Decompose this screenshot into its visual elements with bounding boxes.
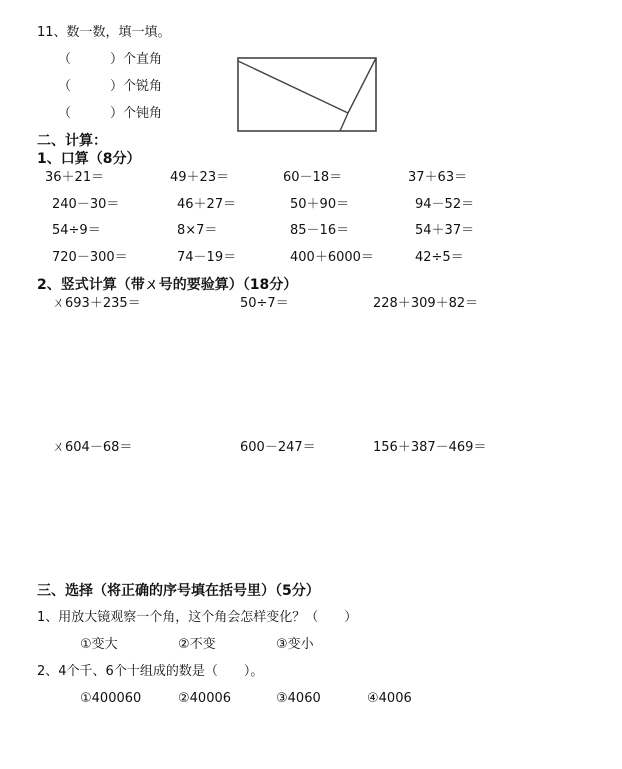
mental-item: 54÷9＝ — [52, 223, 101, 238]
mental-item: 400＋6000＝ — [290, 250, 374, 265]
part2-heading: 2、竖式计算（带ㄨ号的要验算）（18分） — [37, 277, 298, 293]
figure-diagonal-line — [238, 61, 348, 113]
mental-item: 8×7＝ — [177, 223, 218, 238]
mental-item: 42÷5＝ — [415, 250, 464, 265]
choice-q2-option[interactable]: ②40006 — [178, 691, 232, 706]
mental-item: 49＋23＝ — [170, 170, 230, 185]
choice-q1-option[interactable]: ③变小 — [276, 637, 314, 652]
vertical-calc-item: 156＋387－469＝ — [373, 440, 487, 455]
choice-q1-option[interactable]: ②不变 — [178, 637, 216, 652]
vertical-calc-item: ㄨ693＋235＝ — [52, 296, 141, 311]
mental-item: 36＋21＝ — [45, 170, 105, 185]
q11-title: 11、数一数，填一填。 — [37, 25, 171, 40]
part1-heading: 1、口算（8分） — [37, 151, 141, 167]
mental-item: 74－19＝ — [177, 250, 237, 265]
mental-item: 94－52＝ — [415, 197, 475, 212]
section2-heading: 二、计算： — [37, 133, 107, 149]
mental-item: 720－300＝ — [52, 250, 128, 265]
mental-item: 240－30＝ — [52, 197, 120, 212]
choice-q2-option[interactable]: ③4060 — [276, 691, 321, 706]
mental-item: 50＋90＝ — [290, 197, 350, 212]
q11-blank-right-angle[interactable]: （ ）个直角 — [58, 52, 163, 67]
section3-heading: 三、选择（将正确的序号填在括号里）（5分） — [37, 583, 320, 599]
figure-lower-segment — [340, 113, 348, 131]
choice-q2-option[interactable]: ④4006 — [367, 691, 412, 706]
choice-q2-option[interactable]: ①400060 — [80, 691, 142, 706]
mental-item: 85－16＝ — [290, 223, 350, 238]
q11-blank-obtuse-angle[interactable]: （ ）个钝角 — [58, 106, 163, 121]
vertical-calc-item: ㄨ604－68＝ — [52, 440, 133, 455]
choice-q1-option[interactable]: ①变大 — [80, 637, 118, 652]
choice-q1-text: 1、用放大镜观察一个角，这个角会怎样变化？（ ） — [37, 610, 358, 625]
vertical-calc-item: 600－247＝ — [240, 440, 316, 455]
figure-rectangle — [238, 58, 376, 131]
q11-blank-acute-angle[interactable]: （ ）个锐角 — [58, 79, 163, 94]
figure-upper-segment — [348, 58, 376, 113]
vertical-calc-item: 50÷7＝ — [240, 296, 289, 311]
mental-item: 37＋63＝ — [408, 170, 468, 185]
angle-figure — [235, 55, 380, 135]
mental-item: 60－18＝ — [283, 170, 343, 185]
choice-q2-text: 2、4个千、6个十组成的数是（ ）。 — [37, 664, 264, 679]
vertical-calc-item: 228＋309＋82＝ — [373, 296, 479, 311]
mental-item: 46＋27＝ — [177, 197, 237, 212]
mental-item: 54＋37＝ — [415, 223, 475, 238]
